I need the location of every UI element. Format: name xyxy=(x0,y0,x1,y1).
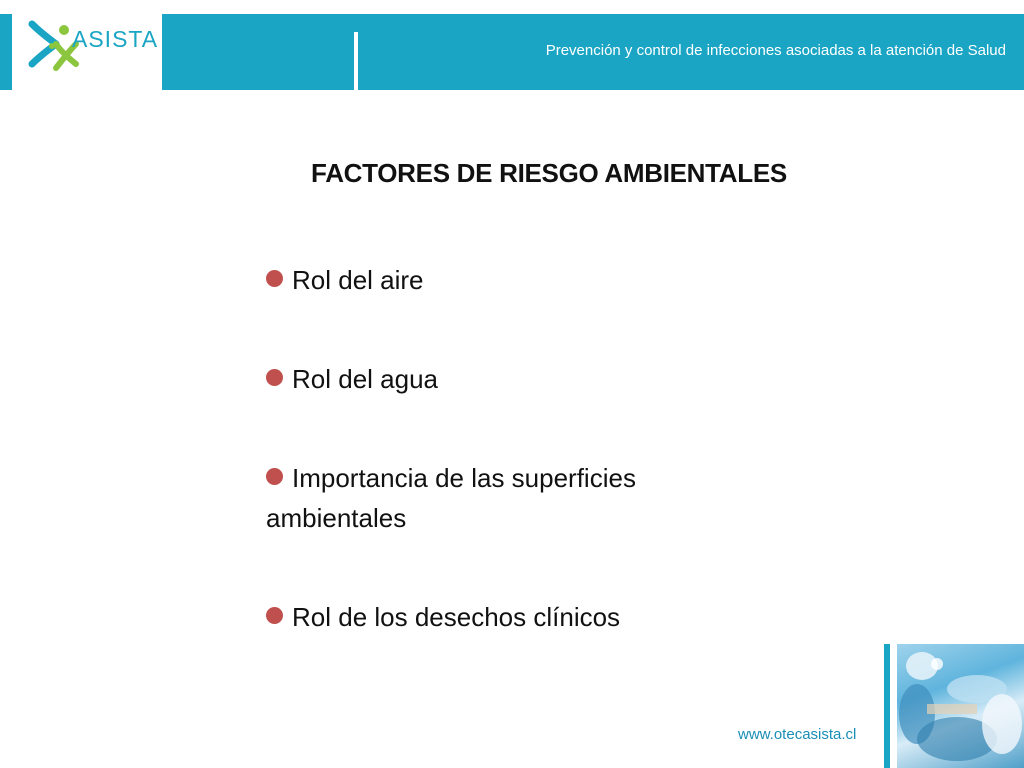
footer-accent-bar xyxy=(884,644,890,768)
bullet-item-surfaces xyxy=(266,458,766,538)
footer-medical-photo xyxy=(897,644,1024,768)
bullet-item-waste xyxy=(266,597,766,637)
footer-url-link[interactable]: www.otecasista.cl xyxy=(738,726,857,743)
logo xyxy=(12,0,162,90)
bullet-text: Importancia de las superficies ambientales xyxy=(266,463,636,533)
bullet-text: Rol del agua xyxy=(292,364,438,394)
bullet-text: Rol de los desechos clínicos xyxy=(292,602,621,632)
slide-title: FACTORES DE RIESGO AMBIENTALES xyxy=(311,158,787,188)
bullet-dot-icon xyxy=(266,369,283,386)
surgery-photo-icon xyxy=(897,644,1024,768)
bullet-dot-icon xyxy=(266,607,283,624)
bullet-dot-icon xyxy=(266,270,283,287)
bullet-list xyxy=(266,260,766,696)
bullet-item-air xyxy=(266,260,766,300)
bullet-text: Rol del aire xyxy=(292,265,424,295)
bullet-dot-icon xyxy=(266,468,283,485)
header-divider xyxy=(354,32,358,90)
logo-text: ASISTA xyxy=(72,26,159,52)
header-title: Prevención y control de infecciones asociadas a la atención de Salud xyxy=(545,42,1006,59)
bullet-item-water xyxy=(266,359,766,399)
header-accent-bar xyxy=(0,14,12,90)
